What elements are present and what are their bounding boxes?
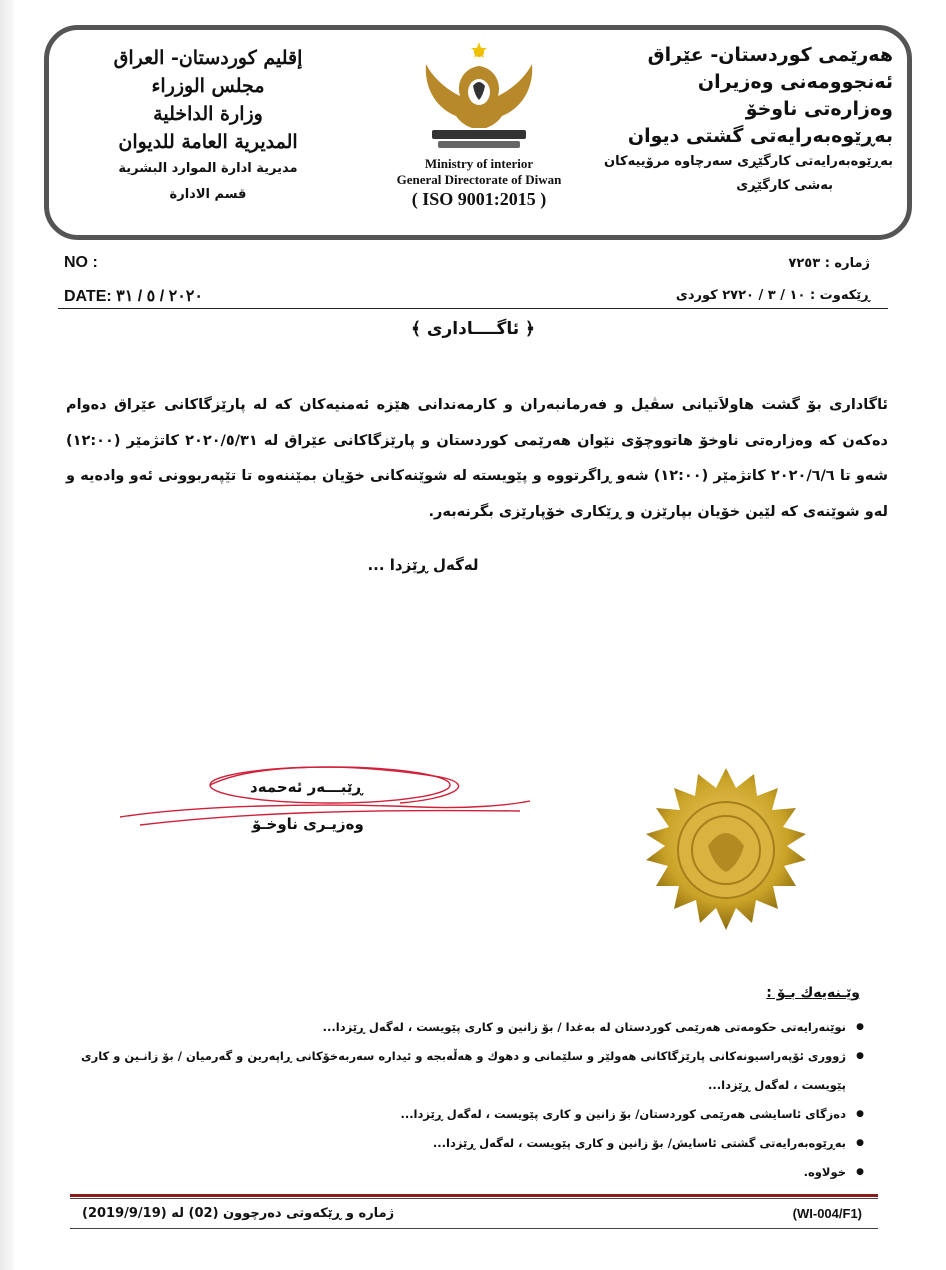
gold-seal-icon (636, 766, 816, 936)
cc-item: ● نوێنەرایەتی حکومەتی هەرێمی کوردستان لە بەغدا / بۆ زانین و کاری پێویست ، لەگەل ڕێزدا... (56, 1013, 866, 1042)
footer-line (70, 1198, 878, 1199)
footer-accent-line (70, 1194, 878, 1197)
arabic-sub-line-2: قسم الادارة (169, 187, 247, 202)
kurdish-line-1: هەرێمی کوردستان- عێراق (647, 44, 893, 66)
kurdish-sub-line-2: بەشی کارگێڕی (736, 178, 833, 193)
footer (70, 1202, 878, 1228)
signatory-title: وەزیـری ناوخـۆ (252, 815, 364, 833)
letterhead (44, 25, 912, 240)
footer-bottom-line (70, 1228, 878, 1229)
arabic-line-1: إقليم كوردستان- العراق (113, 47, 303, 69)
reference-number: ژمارە : ٧٢٥٣ (788, 256, 870, 271)
letterhead-center (379, 38, 579, 210)
ministry-name: Ministry of interior (424, 156, 534, 171)
issue-info: ژمارە و ڕێکەوتی دەرچوون (02) لە (2019/9/19) (82, 1206, 395, 1221)
directorate-name: General Directorate of Diwan (396, 172, 562, 187)
arabic-line-2: مجلس الوزراء (151, 75, 265, 97)
cc-item: ● خولاوە. (56, 1158, 866, 1187)
signature-scribble-icon (120, 755, 540, 855)
date-field: DATE: ٢٠٢٠ / ٥ / ٣١ (64, 288, 203, 305)
kurdish-line-3: وەزارەتی ناوخۆ (745, 98, 893, 120)
page-edge (0, 0, 14, 1270)
kurdistan-eagle-emblem-icon (404, 38, 554, 156)
arabic-sub-line-1: مديرية ادارة الموارد البشرية (118, 161, 298, 176)
announcement-body: ئاگاداری بۆ گشت هاولاَتیانی سڤیل و فەرمانبەران و کارمەندانی هێزە ئەمنیەکان کە لە پارێزگاکانی عێراق دەوام دەکەن کە وەزارەتی ناوخۆ هاتووچۆی نێوان هەرێمی کوردستان و پارێزگاکانی عێراق لە ٢٠٢٠/٥/٣١ کاتژمێر (١٢:٠٠) شەو تا ٢٠٢٠/٦/٦ کاتژمێر (١٢:٠٠) شەو ڕاگرتووە و پێویستە لە شوێنەکانی خۆیان بمێننەوە تا تێپەربوونی ئەو وادەیە و لەو شوێنەی کە لێین خۆیان بپارێزن و ڕێکاری خۆپارێزی بگرنەبەر. (66, 397, 888, 520)
kurdish-sub-line-1: بەڕێوەبەرایەتی کارگێڕی سەرچاوە مرۆییەکان (604, 154, 893, 169)
cc-heading: وێـنەیەك بـۆ : (766, 985, 860, 1001)
form-code: (WI-004/F1) (792, 1206, 862, 1221)
arabic-line-3: وزارة الداخلية (153, 103, 263, 125)
cc-item: ● بەڕێوەبەرایەتی گشتی ئاسایش/ بۆ زانین و کاری پێویست ، لەگەل ڕێزدا... (56, 1129, 866, 1158)
kurdish-line-2: ئەنجوومەنی وەزیران (697, 71, 893, 93)
no-field: NO : (64, 254, 98, 271)
letterhead-arabic (63, 44, 353, 208)
signatory-name: ڕێبـــەر ئەحمەد (250, 778, 363, 796)
divider (58, 308, 888, 309)
iso-certification: ( ISO 9001:2015 ) (411, 189, 547, 209)
regards: لەگەل ڕێزدا ... (367, 556, 479, 574)
letterhead-kurdish (593, 42, 893, 198)
kurdish-line-4: بەڕێوەبەرایەتی گشتی دیوان (627, 125, 893, 147)
cc-list (56, 1013, 866, 1187)
document-title: ﴿ ئاگــــاداری ﴾ (411, 319, 535, 339)
cc-item: ● ژووری ئۆپەراسیونەکانی پارێزگاکانی هەولێر و سلێمانی و دهوك و هەڵەبجە و ئیدارە سەربەخۆکانی ڕاپەرین و گەرمیان / بۆ زانـین و کاری پێویست ، لەگەل ڕێزدا... (56, 1042, 866, 1100)
cc-item: ● دەزگای ئاسایشی هەرێمی کوردستان/ بۆ زانین و کاری پێویست ، لەگەل ڕێزدا... (56, 1100, 866, 1129)
reference-date: ڕێکەوت : ١٠ / ٣ / ٢٧٢٠ کوردی (675, 288, 870, 303)
arabic-line-4: المديرية العامة للديوان (118, 131, 298, 153)
